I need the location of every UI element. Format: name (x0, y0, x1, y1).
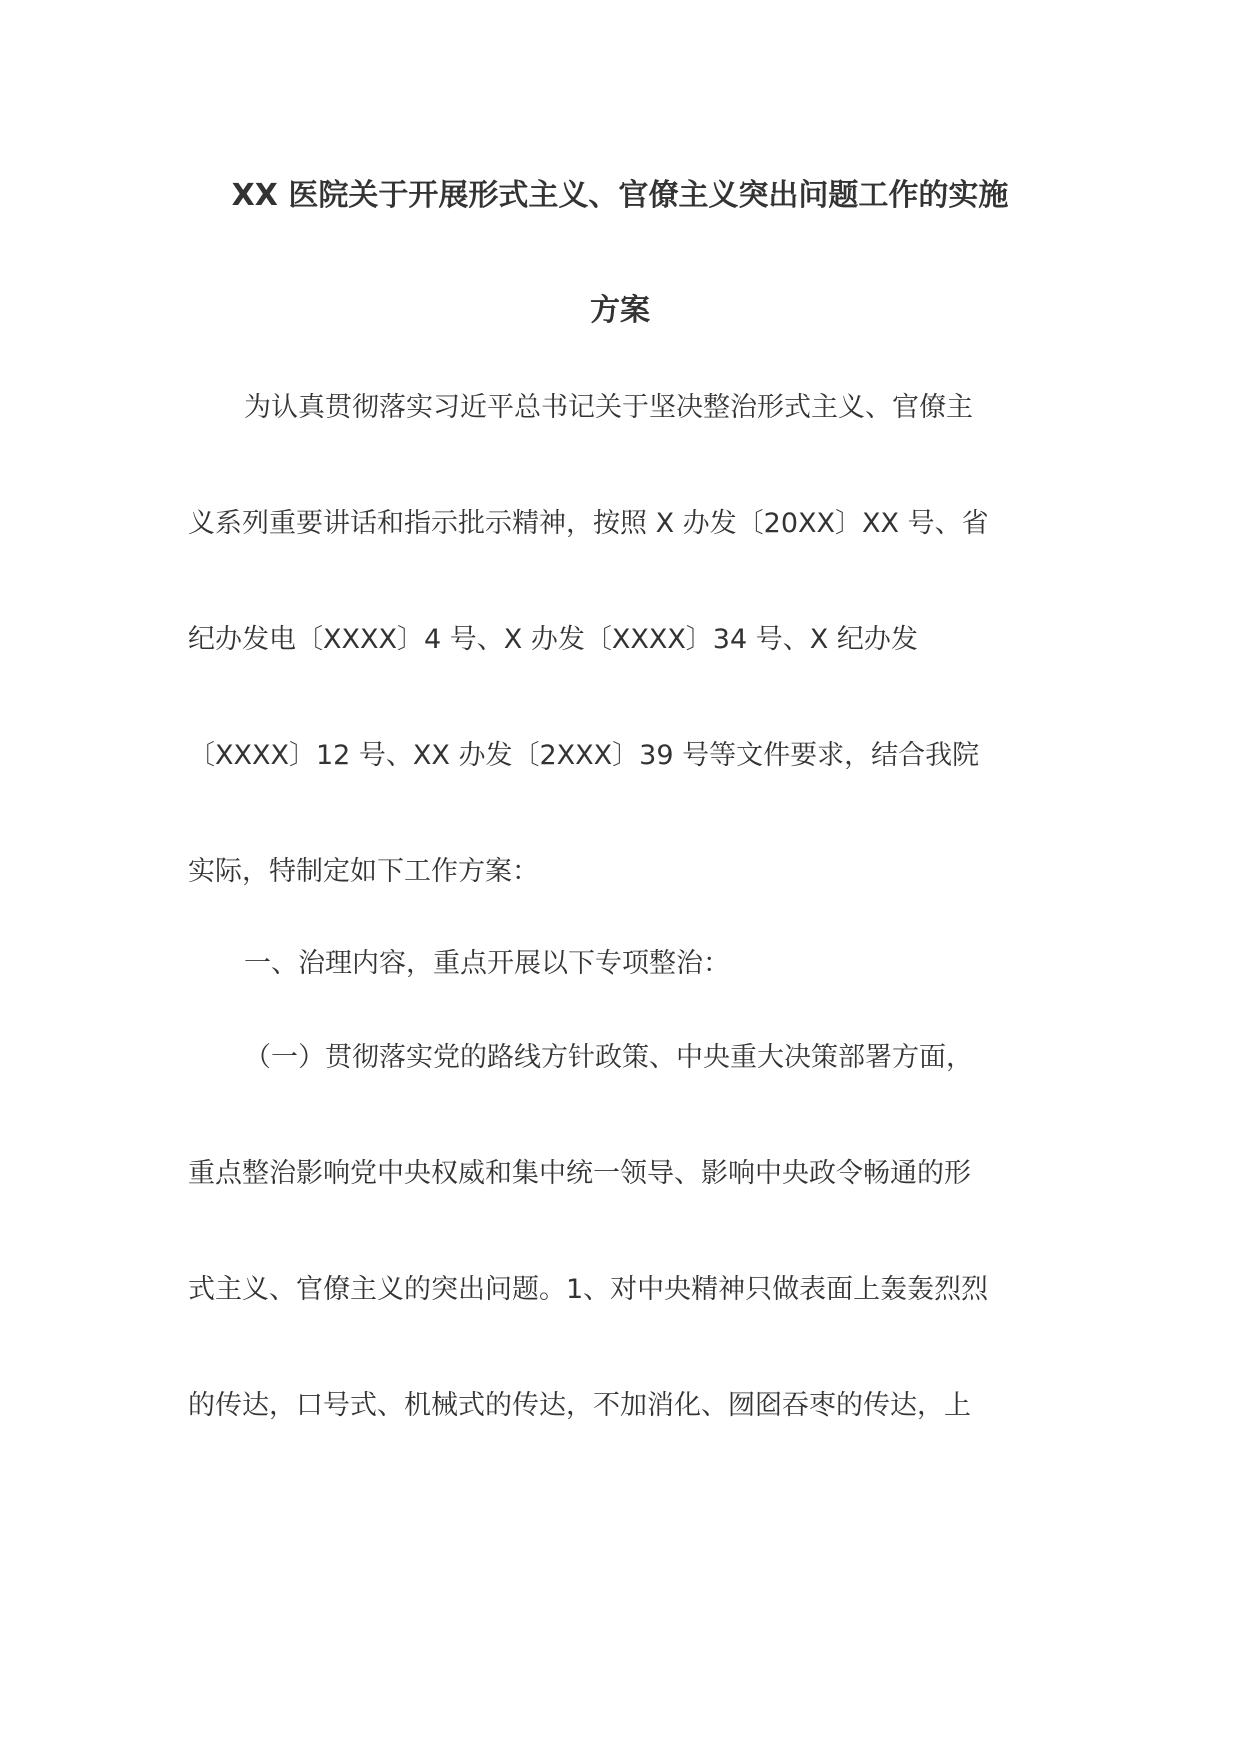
paragraph-1-line-2: 义系列重要讲话和指示批示精神，按照 X 办发〔20XX〕XX 号、省 (188, 508, 989, 539)
paragraph-2-line-2: 重点整治影响党中央权威和集中统一领导、影响中央政令畅通的形 (188, 1158, 971, 1189)
document-title-line-2: 方案 (590, 293, 650, 328)
document-title-line-1: XX 医院关于开展形式主义、官僚主义突出问题工作的实施 (231, 178, 1009, 213)
paragraph-1-line-5: 实际，特制定如下工作方案： (188, 856, 539, 887)
section-heading-1: 一、治理内容，重点开展以下专项整治： (244, 948, 730, 979)
paragraph-1-line-1: 为认真贯彻落实习近平总书记关于坚决整治形式主义、官僚主 (244, 392, 973, 423)
paragraph-1-line-3: 纪办发电〔XXXX〕4 号、X 办发〔XXXX〕34 号、X 纪办发 (188, 624, 918, 655)
paragraph-2-line-1: （一）贯彻落实党的路线方针政策、中央重大决策部署方面， (244, 1042, 973, 1073)
paragraph-1-line-4: 〔XXXX〕12 号、XX 办发〔2XXX〕39 号等文件要求，结合我院 (188, 740, 980, 771)
paragraph-2-line-3: 式主义、官僚主义的突出问题。1、对中央精神只做表面上轰轰烈烈 (188, 1274, 989, 1305)
paragraph-2-line-4: 的传达，口号式、机械式的传达，不加消化、囫囵吞枣的传达，上 (188, 1390, 971, 1421)
